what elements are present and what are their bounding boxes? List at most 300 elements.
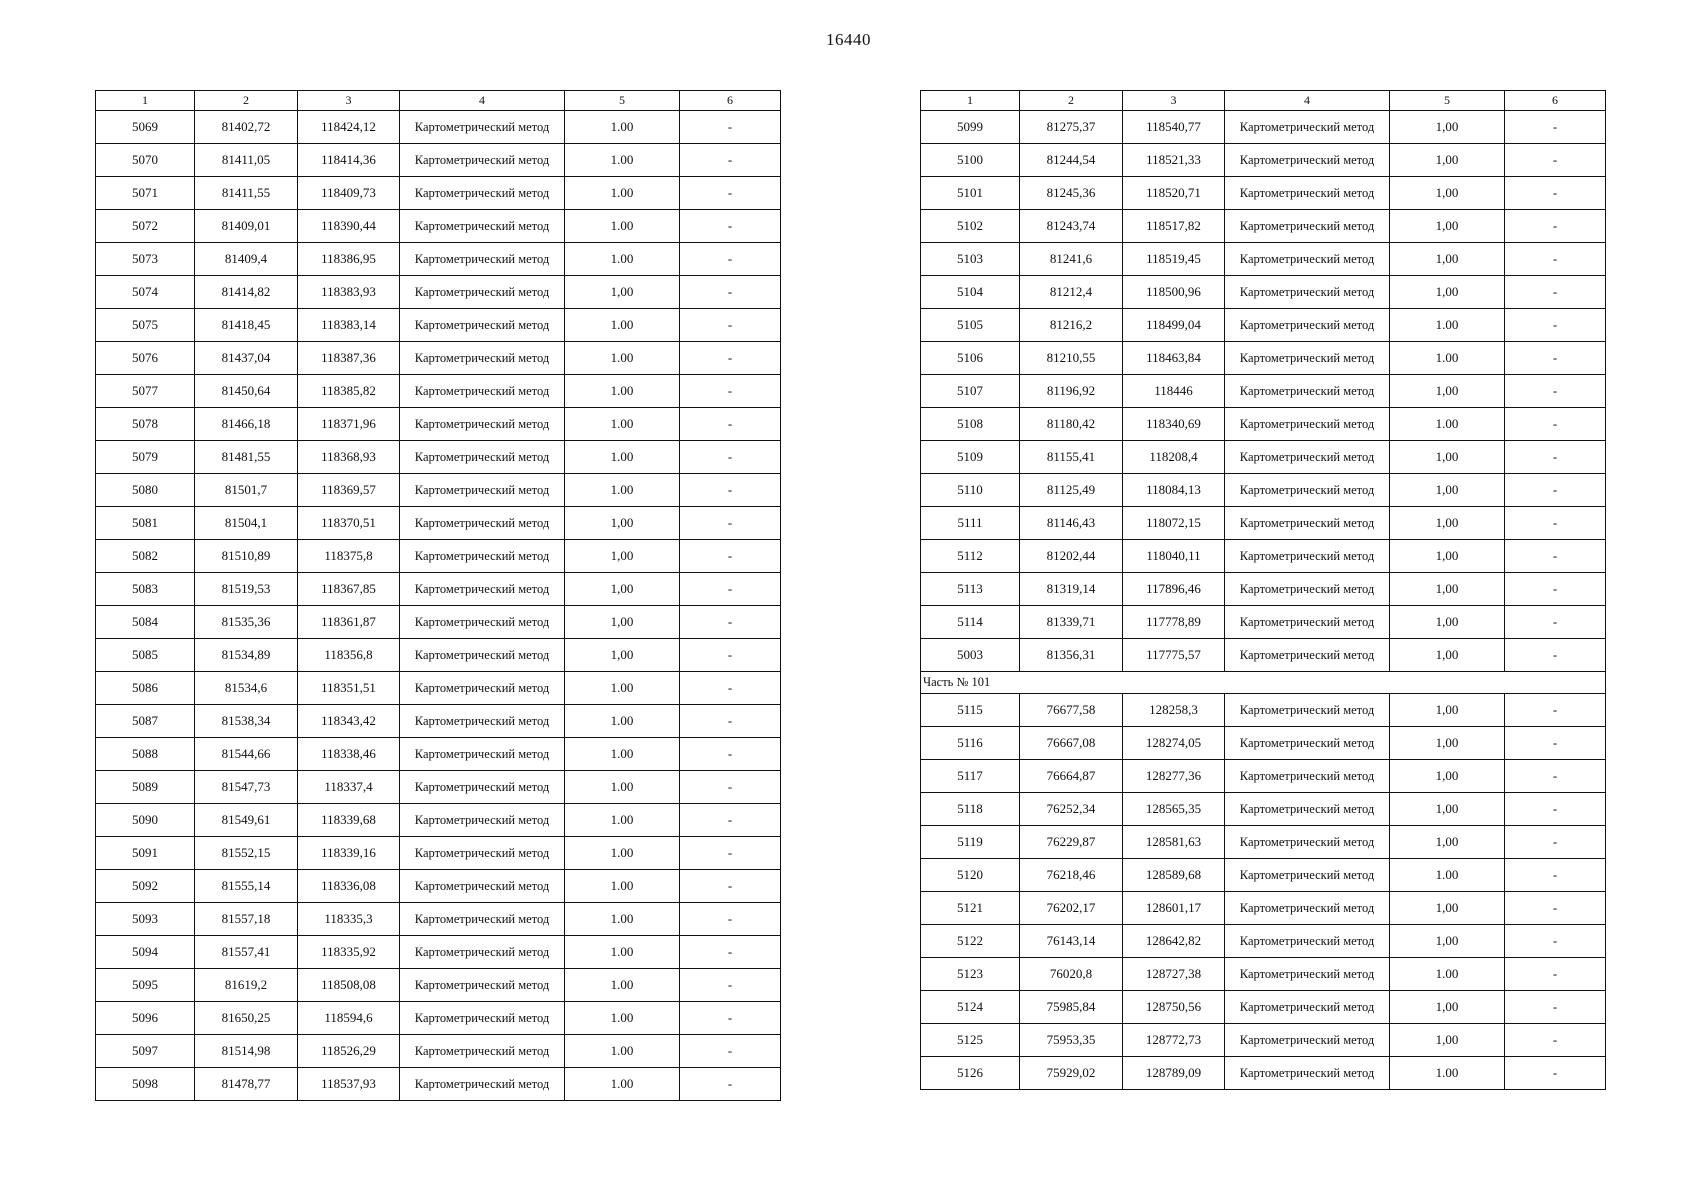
y-coordinate-cell: 118335,3 <box>298 903 400 936</box>
y-coordinate-cell: 118424,12 <box>298 111 400 144</box>
x-coordinate-cell: 81535,36 <box>195 606 298 639</box>
note-cell: - <box>680 375 781 408</box>
point-number-cell: 5105 <box>921 309 1020 342</box>
accuracy-cell: 1.00 <box>565 1068 680 1101</box>
note-cell: - <box>1505 111 1606 144</box>
accuracy-cell: 1.00 <box>565 375 680 408</box>
method-cell: Картометрический метод <box>400 408 565 441</box>
point-number-cell: 5097 <box>96 1035 195 1068</box>
table-row <box>921 573 1606 606</box>
method-cell: Картометрический метод <box>1225 727 1390 760</box>
method-cell: Картометрический метод <box>1225 925 1390 958</box>
table-row <box>96 1002 781 1035</box>
x-coordinate-cell: 81552,15 <box>195 837 298 870</box>
y-coordinate-cell: 118383,14 <box>298 309 400 342</box>
x-coordinate-cell: 81196,92 <box>1020 375 1123 408</box>
point-number-cell: 5078 <box>96 408 195 441</box>
method-cell: Картометрический метод <box>1225 826 1390 859</box>
table-row <box>96 639 781 672</box>
method-cell: Картометрический метод <box>400 771 565 804</box>
method-cell: Картометрический метод <box>1225 210 1390 243</box>
accuracy-cell: 1,00 <box>565 540 680 573</box>
x-coordinate-cell: 81544,66 <box>195 738 298 771</box>
table-row <box>96 870 781 903</box>
point-number-cell: 5084 <box>96 606 195 639</box>
y-coordinate-cell: 128601,17 <box>1123 892 1225 925</box>
method-cell: Картометрический метод <box>1225 606 1390 639</box>
y-coordinate-cell: 118594,6 <box>298 1002 400 1035</box>
x-coordinate-cell: 75953,35 <box>1020 1024 1123 1057</box>
point-number-cell: 5094 <box>96 936 195 969</box>
table-header-right <box>921 91 1606 111</box>
point-number-cell: 5121 <box>921 892 1020 925</box>
table-row <box>921 144 1606 177</box>
x-coordinate-cell: 76667,08 <box>1020 727 1123 760</box>
x-coordinate-cell: 81409,01 <box>195 210 298 243</box>
point-number-cell: 5091 <box>96 837 195 870</box>
y-coordinate-cell: 117775,57 <box>1123 639 1225 672</box>
point-number-cell: 5104 <box>921 276 1020 309</box>
note-cell: - <box>1505 606 1606 639</box>
method-cell: Картометрический метод <box>400 969 565 1002</box>
y-coordinate-cell: 118519,45 <box>1123 243 1225 276</box>
x-coordinate-cell: 81319,14 <box>1020 573 1123 606</box>
x-coordinate-cell: 81339,71 <box>1020 606 1123 639</box>
x-coordinate-cell: 81466,18 <box>195 408 298 441</box>
y-coordinate-cell: 118339,68 <box>298 804 400 837</box>
accuracy-cell: 1.00 <box>565 111 680 144</box>
y-coordinate-cell: 118520,71 <box>1123 177 1225 210</box>
accuracy-cell: 1.00 <box>565 243 680 276</box>
x-coordinate-cell: 81146,43 <box>1020 507 1123 540</box>
table-row <box>921 1057 1606 1090</box>
y-coordinate-cell: 118508,08 <box>298 969 400 1002</box>
method-cell: Картометрический метод <box>1225 573 1390 606</box>
note-cell: - <box>1505 925 1606 958</box>
accuracy-cell: 1,00 <box>1390 760 1505 793</box>
table-row <box>921 342 1606 375</box>
table-row <box>96 111 781 144</box>
y-coordinate-cell: 118385,82 <box>298 375 400 408</box>
accuracy-cell: 1.00 <box>565 837 680 870</box>
method-cell: Картометрический метод <box>1225 441 1390 474</box>
accuracy-cell: 1,00 <box>1390 210 1505 243</box>
table-row <box>96 969 781 1002</box>
table-row <box>921 606 1606 639</box>
note-cell: - <box>1505 892 1606 925</box>
accuracy-cell: 1.00 <box>1390 342 1505 375</box>
note-cell: - <box>1505 573 1606 606</box>
y-coordinate-cell: 118371,96 <box>298 408 400 441</box>
method-cell: Картометрический метод <box>400 474 565 507</box>
accuracy-cell: 1,00 <box>1390 892 1505 925</box>
accuracy-cell: 1.00 <box>565 672 680 705</box>
x-coordinate-cell: 81409,4 <box>195 243 298 276</box>
y-coordinate-cell: 128727,38 <box>1123 958 1225 991</box>
point-number-cell: 5102 <box>921 210 1020 243</box>
point-number-cell: 5089 <box>96 771 195 804</box>
point-number-cell: 5093 <box>96 903 195 936</box>
point-number-cell: 5069 <box>96 111 195 144</box>
section-label: Часть № 101 <box>921 672 1606 694</box>
table-row <box>96 309 781 342</box>
table-row <box>96 1068 781 1101</box>
method-cell: Картометрический метод <box>400 606 565 639</box>
method-cell: Картометрический метод <box>400 573 565 606</box>
accuracy-cell: 1,00 <box>1390 573 1505 606</box>
table-row <box>921 760 1606 793</box>
method-cell: Картометрический метод <box>400 540 565 573</box>
note-cell: - <box>1505 309 1606 342</box>
point-number-cell: 5112 <box>921 540 1020 573</box>
method-cell: Картометрический метод <box>1225 408 1390 441</box>
x-coordinate-cell: 81538,34 <box>195 705 298 738</box>
x-coordinate-cell: 76252,34 <box>1020 793 1123 826</box>
x-coordinate-cell: 81414,82 <box>195 276 298 309</box>
point-number-cell: 5120 <box>921 859 1020 892</box>
x-coordinate-cell: 81418,45 <box>195 309 298 342</box>
method-cell: Картометрический метод <box>1225 694 1390 727</box>
method-cell: Картометрический метод <box>1225 111 1390 144</box>
method-cell: Картометрический метод <box>400 111 565 144</box>
accuracy-cell: 1,00 <box>1390 441 1505 474</box>
table-row <box>96 342 781 375</box>
y-coordinate-cell: 118526,29 <box>298 1035 400 1068</box>
method-cell: Картометрический метод <box>1225 793 1390 826</box>
point-number-cell: 5003 <box>921 639 1020 672</box>
y-coordinate-cell: 118375,8 <box>298 540 400 573</box>
method-cell: Картометрический метод <box>1225 991 1390 1024</box>
point-number-cell: 5081 <box>96 507 195 540</box>
point-number-cell: 5100 <box>921 144 1020 177</box>
accuracy-cell: 1,00 <box>1390 1024 1505 1057</box>
x-coordinate-cell: 81557,41 <box>195 936 298 969</box>
note-cell: - <box>680 1068 781 1101</box>
point-number-cell: 5074 <box>96 276 195 309</box>
accuracy-cell: 1.00 <box>565 936 680 969</box>
y-coordinate-cell: 118414,36 <box>298 144 400 177</box>
accuracy-cell: 1,00 <box>1390 507 1505 540</box>
y-coordinate-cell: 118383,93 <box>298 276 400 309</box>
accuracy-cell: 1,00 <box>565 276 680 309</box>
y-coordinate-cell: 118356,8 <box>298 639 400 672</box>
coordinates-table-right <box>920 90 1606 1090</box>
x-coordinate-cell: 81212,4 <box>1020 276 1123 309</box>
note-cell: - <box>1505 375 1606 408</box>
table-row <box>921 727 1606 760</box>
table-row <box>96 375 781 408</box>
point-number-cell: 5095 <box>96 969 195 1002</box>
note-cell: - <box>680 639 781 672</box>
table-header-left <box>96 91 781 111</box>
method-cell: Картометрический метод <box>1225 474 1390 507</box>
accuracy-cell: 1.00 <box>565 210 680 243</box>
accuracy-cell: 1,00 <box>1390 694 1505 727</box>
point-number-cell: 5110 <box>921 474 1020 507</box>
method-cell: Картометрический метод <box>1225 177 1390 210</box>
x-coordinate-cell: 81437,04 <box>195 342 298 375</box>
point-number-cell: 5125 <box>921 1024 1020 1057</box>
x-coordinate-cell: 81210,55 <box>1020 342 1123 375</box>
accuracy-cell: 1.00 <box>565 441 680 474</box>
y-coordinate-cell: 118537,93 <box>298 1068 400 1101</box>
accuracy-cell: 1.00 <box>1390 408 1505 441</box>
y-coordinate-cell: 128589,68 <box>1123 859 1225 892</box>
point-number-cell: 5092 <box>96 870 195 903</box>
x-coordinate-cell: 76143,14 <box>1020 925 1123 958</box>
column-header-5: 5 <box>1390 91 1505 111</box>
column-header-6: 6 <box>1505 91 1606 111</box>
table-row <box>921 441 1606 474</box>
accuracy-cell: 1.00 <box>565 474 680 507</box>
point-number-cell: 5101 <box>921 177 1020 210</box>
y-coordinate-cell: 117896,46 <box>1123 573 1225 606</box>
point-number-cell: 5077 <box>96 375 195 408</box>
x-coordinate-cell: 81547,73 <box>195 771 298 804</box>
table-row <box>921 111 1606 144</box>
y-coordinate-cell: 118409,73 <box>298 177 400 210</box>
method-cell: Картометрический метод <box>400 1035 565 1068</box>
x-coordinate-cell: 81650,25 <box>195 1002 298 1035</box>
table-row <box>921 177 1606 210</box>
y-coordinate-cell: 118368,93 <box>298 441 400 474</box>
note-cell: - <box>1505 793 1606 826</box>
x-coordinate-cell: 81241,6 <box>1020 243 1123 276</box>
point-number-cell: 5075 <box>96 309 195 342</box>
column-header-3: 3 <box>298 91 400 111</box>
table-row <box>96 771 781 804</box>
accuracy-cell: 1.00 <box>565 408 680 441</box>
note-cell: - <box>680 540 781 573</box>
accuracy-cell: 1.00 <box>1390 859 1505 892</box>
y-coordinate-cell: 118386,95 <box>298 243 400 276</box>
point-number-cell: 5106 <box>921 342 1020 375</box>
column-header-4: 4 <box>1225 91 1390 111</box>
table-row <box>96 573 781 606</box>
y-coordinate-cell: 118499,04 <box>1123 309 1225 342</box>
column-header-2: 2 <box>195 91 298 111</box>
table-row <box>96 507 781 540</box>
x-coordinate-cell: 81504,1 <box>195 507 298 540</box>
accuracy-cell: 1.00 <box>565 1002 680 1035</box>
y-coordinate-cell: 128750,56 <box>1123 991 1225 1024</box>
accuracy-cell: 1,00 <box>1390 243 1505 276</box>
method-cell: Картометрический метод <box>1225 892 1390 925</box>
table-row <box>96 705 781 738</box>
accuracy-cell: 1.00 <box>1390 958 1505 991</box>
table-row <box>921 694 1606 727</box>
x-coordinate-cell: 81478,77 <box>195 1068 298 1101</box>
note-cell: - <box>1505 276 1606 309</box>
point-number-cell: 5090 <box>96 804 195 837</box>
note-cell: - <box>1505 826 1606 859</box>
x-coordinate-cell: 81411,05 <box>195 144 298 177</box>
method-cell: Картометрический метод <box>1225 760 1390 793</box>
note-cell: - <box>1505 991 1606 1024</box>
accuracy-cell: 1.00 <box>565 804 680 837</box>
method-cell: Картометрический метод <box>400 639 565 672</box>
note-cell: - <box>1505 1024 1606 1057</box>
table-row <box>921 793 1606 826</box>
column-header-4: 4 <box>400 91 565 111</box>
note-cell: - <box>680 1035 781 1068</box>
method-cell: Картометрический метод <box>400 870 565 903</box>
table-row <box>96 672 781 705</box>
note-cell: - <box>1505 474 1606 507</box>
point-number-cell: 5122 <box>921 925 1020 958</box>
method-cell: Картометрический метод <box>400 936 565 969</box>
note-cell: - <box>680 903 781 936</box>
y-coordinate-cell: 118367,85 <box>298 573 400 606</box>
y-coordinate-cell: 118072,15 <box>1123 507 1225 540</box>
point-number-cell: 5085 <box>96 639 195 672</box>
x-coordinate-cell: 81356,31 <box>1020 639 1123 672</box>
accuracy-cell: 1,00 <box>1390 826 1505 859</box>
method-cell: Картометрический метод <box>400 1068 565 1101</box>
note-cell: - <box>680 408 781 441</box>
accuracy-cell: 1.00 <box>565 969 680 1002</box>
point-number-cell: 5076 <box>96 342 195 375</box>
y-coordinate-cell: 118351,51 <box>298 672 400 705</box>
accuracy-cell: 1.00 <box>565 738 680 771</box>
note-cell: - <box>1505 507 1606 540</box>
section-row <box>921 672 1606 694</box>
column-header-1: 1 <box>96 91 195 111</box>
y-coordinate-cell: 128258,3 <box>1123 694 1225 727</box>
table-row <box>96 606 781 639</box>
note-cell: - <box>680 309 781 342</box>
note-cell: - <box>1505 1057 1606 1090</box>
table-row <box>921 859 1606 892</box>
note-cell: - <box>680 672 781 705</box>
column-header-1: 1 <box>921 91 1020 111</box>
method-cell: Картометрический метод <box>1225 1057 1390 1090</box>
note-cell: - <box>1505 210 1606 243</box>
accuracy-cell: 1,00 <box>1390 111 1505 144</box>
accuracy-cell: 1.00 <box>565 177 680 210</box>
x-coordinate-cell: 81549,61 <box>195 804 298 837</box>
table-row <box>921 639 1606 672</box>
point-number-cell: 5107 <box>921 375 1020 408</box>
column-header-3: 3 <box>1123 91 1225 111</box>
table-row <box>921 958 1606 991</box>
table-row <box>96 177 781 210</box>
method-cell: Картометрический метод <box>400 144 565 177</box>
accuracy-cell: 1.00 <box>565 309 680 342</box>
x-coordinate-cell: 76202,17 <box>1020 892 1123 925</box>
method-cell: Картометрический метод <box>400 1002 565 1035</box>
table-row <box>96 936 781 969</box>
table-row <box>921 826 1606 859</box>
table-row <box>921 210 1606 243</box>
note-cell: - <box>680 804 781 837</box>
x-coordinate-cell: 76218,46 <box>1020 859 1123 892</box>
table-row <box>921 408 1606 441</box>
point-number-cell: 5113 <box>921 573 1020 606</box>
x-coordinate-cell: 81510,89 <box>195 540 298 573</box>
method-cell: Картометрический метод <box>400 804 565 837</box>
point-number-cell: 5088 <box>96 738 195 771</box>
method-cell: Картометрический метод <box>400 672 565 705</box>
x-coordinate-cell: 75929,02 <box>1020 1057 1123 1090</box>
accuracy-cell: 1,00 <box>1390 540 1505 573</box>
method-cell: Картометрический метод <box>400 276 565 309</box>
x-coordinate-cell: 81555,14 <box>195 870 298 903</box>
column-header-2: 2 <box>1020 91 1123 111</box>
y-coordinate-cell: 128277,36 <box>1123 760 1225 793</box>
method-cell: Картометрический метод <box>1225 276 1390 309</box>
y-coordinate-cell: 118208,4 <box>1123 441 1225 474</box>
page-number: 16440 <box>826 30 871 49</box>
note-cell: - <box>680 474 781 507</box>
x-coordinate-cell: 81519,53 <box>195 573 298 606</box>
table-row <box>96 837 781 870</box>
x-coordinate-cell: 81245,36 <box>1020 177 1123 210</box>
y-coordinate-cell: 118084,13 <box>1123 474 1225 507</box>
table-row <box>96 738 781 771</box>
method-cell: Картометрический метод <box>400 738 565 771</box>
point-number-cell: 5115 <box>921 694 1020 727</box>
y-coordinate-cell: 118540,77 <box>1123 111 1225 144</box>
point-number-cell: 5114 <box>921 606 1020 639</box>
x-coordinate-cell: 81202,44 <box>1020 540 1123 573</box>
accuracy-cell: 1,00 <box>565 606 680 639</box>
note-cell: - <box>680 177 781 210</box>
note-cell: - <box>680 342 781 375</box>
accuracy-cell: 1.00 <box>565 705 680 738</box>
note-cell: - <box>1505 441 1606 474</box>
table-row <box>96 804 781 837</box>
table-row <box>96 1035 781 1068</box>
y-coordinate-cell: 118337,4 <box>298 771 400 804</box>
table-row <box>921 276 1606 309</box>
accuracy-cell: 1,00 <box>1390 177 1505 210</box>
x-coordinate-cell: 81180,42 <box>1020 408 1123 441</box>
note-cell: - <box>680 870 781 903</box>
note-cell: - <box>680 144 781 177</box>
method-cell: Картометрический метод <box>400 243 565 276</box>
y-coordinate-cell: 117778,89 <box>1123 606 1225 639</box>
table-row <box>96 441 781 474</box>
accuracy-cell: 1,00 <box>565 639 680 672</box>
note-cell: - <box>680 771 781 804</box>
note-cell: - <box>680 573 781 606</box>
note-cell: - <box>680 969 781 1002</box>
x-coordinate-cell: 76664,87 <box>1020 760 1123 793</box>
y-coordinate-cell: 128789,09 <box>1123 1057 1225 1090</box>
x-coordinate-cell: 81534,89 <box>195 639 298 672</box>
x-coordinate-cell: 81243,74 <box>1020 210 1123 243</box>
y-coordinate-cell: 118335,92 <box>298 936 400 969</box>
x-coordinate-cell: 81402,72 <box>195 111 298 144</box>
x-coordinate-cell: 81619,2 <box>195 969 298 1002</box>
x-coordinate-cell: 81450,64 <box>195 375 298 408</box>
note-cell: - <box>1505 639 1606 672</box>
note-cell: - <box>680 507 781 540</box>
point-number-cell: 5103 <box>921 243 1020 276</box>
y-coordinate-cell: 118500,96 <box>1123 276 1225 309</box>
table-row <box>96 144 781 177</box>
accuracy-cell: 1,00 <box>1390 991 1505 1024</box>
table-body-left <box>96 111 781 1101</box>
table-row <box>96 210 781 243</box>
table-row <box>921 892 1606 925</box>
y-coordinate-cell: 118517,82 <box>1123 210 1225 243</box>
accuracy-cell: 1.00 <box>565 870 680 903</box>
table-row <box>921 309 1606 342</box>
method-cell: Картометрический метод <box>400 342 565 375</box>
point-number-cell: 5083 <box>96 573 195 606</box>
